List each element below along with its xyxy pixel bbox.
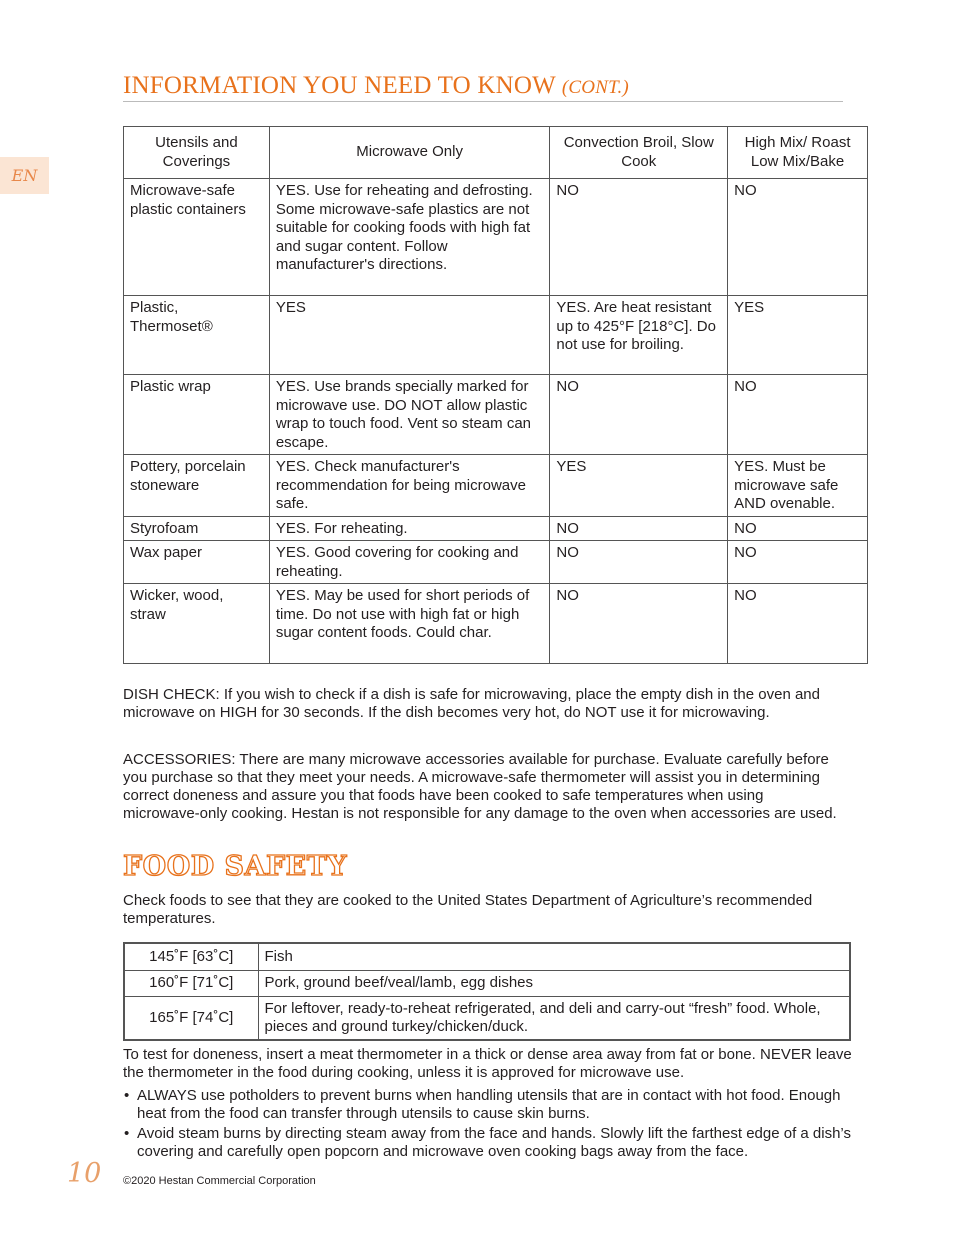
table-row xyxy=(124,541,868,584)
table-row xyxy=(124,455,868,517)
temperature-table xyxy=(123,942,851,1041)
table-cell: NO xyxy=(728,516,868,541)
table-cell: NO xyxy=(550,516,728,541)
table-cell: YES. Are heat resistant up to 425°F [218°C]. Do not use for broiling. xyxy=(550,296,728,375)
table-cell: Plastic wrap xyxy=(124,375,270,455)
table-cell: YES. Use brands specially marked for microwave use. DO NOT allow plastic wrap to touch food. Vent so steam can escape. xyxy=(269,375,550,455)
table-cell: Microwave-safe plastic containers xyxy=(124,179,270,296)
table-cell: YES. For reheating. xyxy=(269,516,550,541)
table-cell: YES xyxy=(269,296,550,375)
table-cell: Wicker, wood, straw xyxy=(124,584,270,664)
page-number: 10 xyxy=(67,1158,102,1189)
language-tab-label: EN xyxy=(11,166,38,185)
table-cell: NO xyxy=(550,375,728,455)
list-item: • ALWAYS use potholders to prevent burns when handling utensils that are in contact with hot food. Enough heat from the food can transfer through utensils to cause skin burns. xyxy=(123,1087,863,1123)
column-header: Convection Broil, Slow Cook xyxy=(550,127,728,179)
table-row xyxy=(124,296,868,375)
table-cell: Plastic, Thermoset® xyxy=(124,296,270,375)
table-row xyxy=(124,516,868,541)
language-tab xyxy=(0,157,49,194)
table-cell: NO xyxy=(728,375,868,455)
table-cell: NO xyxy=(550,584,728,664)
table-cell: Pottery, porcelain stoneware xyxy=(124,455,270,517)
column-header: High Mix/ Roast Low Mix/Bake xyxy=(728,127,868,179)
table-row xyxy=(124,970,850,996)
table-cell: Styrofoam xyxy=(124,516,270,541)
table-row xyxy=(124,179,868,296)
food-cell: For leftover, ready-to-reheat refrigerated, and deli and carry-out “fresh” food. Whole, pieces and ground turkey/chicken/duck. xyxy=(258,996,850,1040)
temperature-cell: 165˚F [74˚C] xyxy=(124,996,258,1040)
food-safety-intro: Check foods to see that they are cooked to the United States Department of Agriculture’s recommended temperatures. xyxy=(123,892,813,927)
list-item: • Avoid steam burns by directing steam away from the face and hands. Slowly lift the farthest edge of a dish’s covering and carefully open popcorn and microwave oven cooking bags away from the face. xyxy=(123,1125,863,1161)
section-title-main: INFORMATION YOU NEED TO KNOW xyxy=(123,72,556,99)
table-header-row xyxy=(124,127,868,179)
table-cell: YES. Must be microwave safe AND ovenable. xyxy=(728,455,868,517)
table-cell: NO xyxy=(728,179,868,296)
table-cell: Wax paper xyxy=(124,541,270,584)
table-cell: NO xyxy=(550,179,728,296)
dish-check-paragraph: DISH CHECK: If you wish to check if a dish is safe for microwaving, place the empty dish in the oven and microwave on HIGH for 30 seconds. If the dish becomes very hot, do NOT use it for microwaving. xyxy=(123,686,820,721)
table-cell: NO xyxy=(728,584,868,664)
table-cell: YES xyxy=(728,296,868,375)
table-cell: NO xyxy=(728,541,868,584)
table-row xyxy=(124,996,850,1040)
table-row xyxy=(124,375,868,455)
column-header: Microwave Only xyxy=(269,127,550,179)
table-cell: NO xyxy=(550,541,728,584)
temperature-cell: 145˚F [63˚C] xyxy=(124,943,258,970)
table-row xyxy=(124,584,868,664)
table-cell: YES. May be used for short periods of time. Do not use with high fat or high sugar content foods. Could char. xyxy=(269,584,550,664)
table-cell: YES xyxy=(550,455,728,517)
accessories-paragraph: ACCESSORIES: There are many microwave accessories available for purchase. Evaluate carefully before you purchase so that they meet your needs. A microwave-safe thermometer will assist you in determining correct doneness and assure you that foods have been cooked to safe temperatures when using microwave-only cooking. Hestan is not responsible for any damage to the oven when accessories are used. xyxy=(123,751,837,822)
copyright-text: ©2020 Hestan Commercial Corporation xyxy=(123,1175,316,1187)
safety-bullet-list xyxy=(123,1087,863,1163)
food-safety-title: FOOD SAFETY xyxy=(123,851,348,882)
column-header: Utensils and Coverings xyxy=(124,127,270,179)
table-cell: YES. Use for reheating and defrosting. Some microwave-safe plastics are not suitable for cooking foods with high fat and sugar content. Follow manufacturer's directions. xyxy=(269,179,550,296)
table-cell: YES. Good covering for cooking and reheating. xyxy=(269,541,550,584)
temperature-cell: 160˚F [71˚C] xyxy=(124,970,258,996)
utensils-table xyxy=(123,126,868,664)
section-title-suffix: (CONT.) xyxy=(561,77,629,98)
table-cell: YES. Check manufacturer's recommendation for being microwave safe. xyxy=(269,455,550,517)
table-row xyxy=(124,943,850,970)
food-cell: Pork, ground beef/veal/lamb, egg dishes xyxy=(258,970,850,996)
doneness-paragraph: To test for doneness, insert a meat thermometer in a thick or dense area away from fat or bone. NEVER leave the thermometer in the food during cooking, unless it is approved for microwave use. xyxy=(123,1046,852,1081)
food-cell: Fish xyxy=(258,943,850,970)
section-title xyxy=(123,72,843,102)
